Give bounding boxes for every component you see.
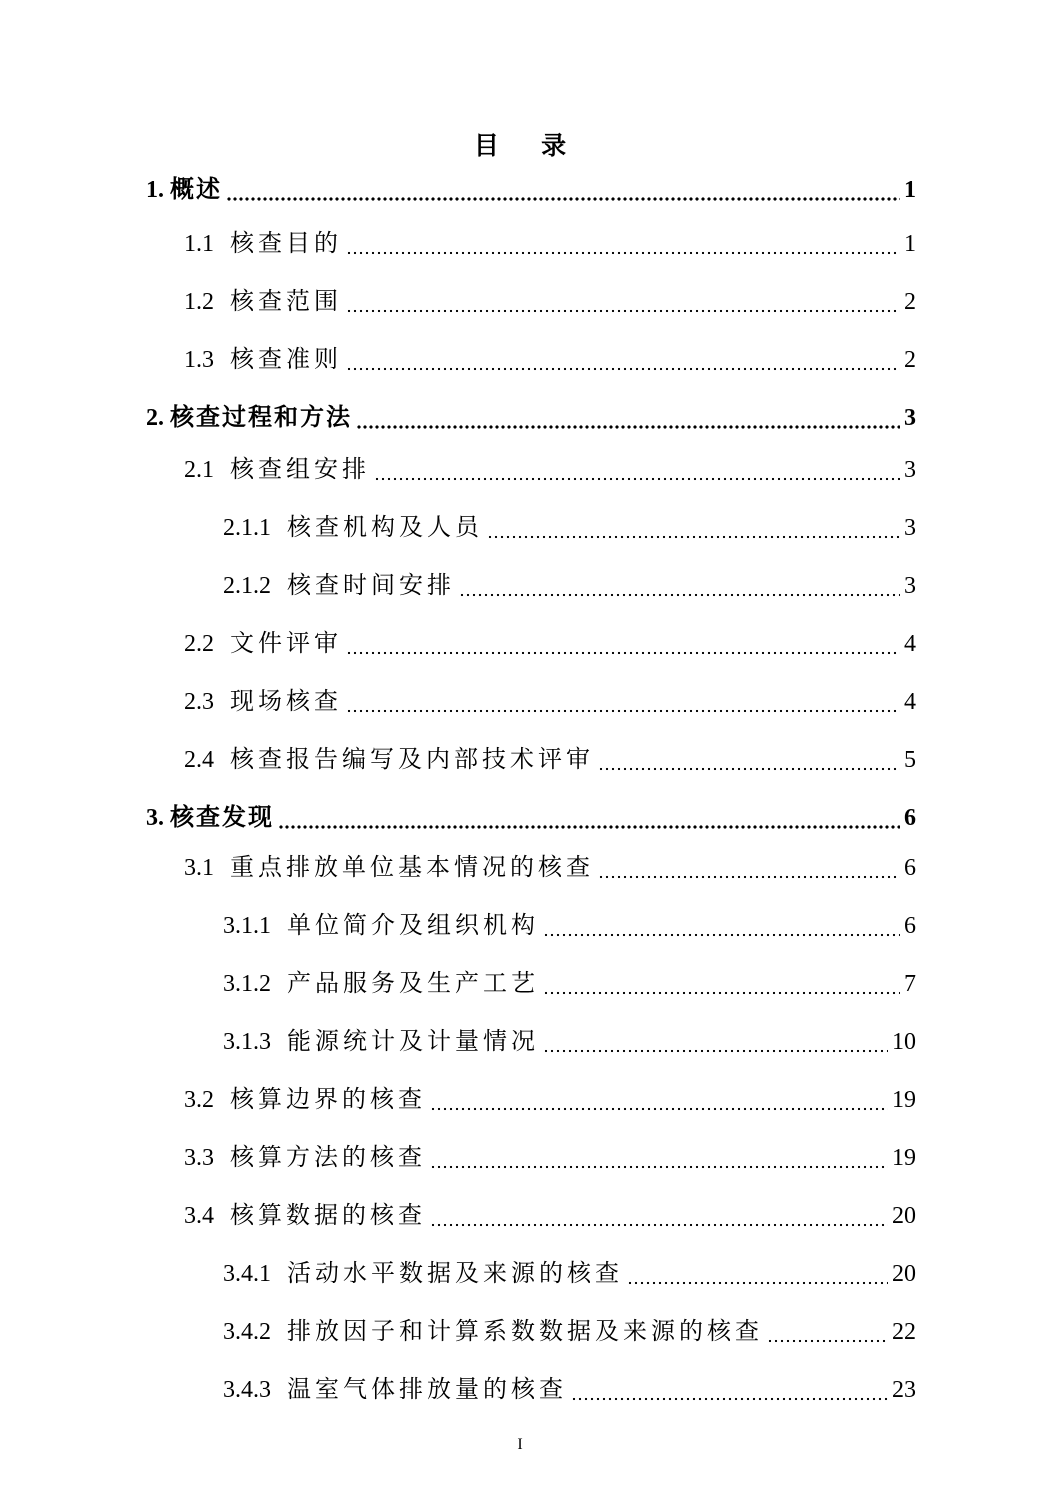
toc-entry-label: 核查机构及人员 — [287, 515, 483, 541]
toc-entry[interactable] — [184, 736, 916, 776]
dot-leader — [598, 852, 900, 884]
toc-entry[interactable] — [184, 220, 916, 260]
dot-leader — [543, 1026, 888, 1058]
toc-entry-label: 重点排放单位基本情况的核查 — [230, 855, 594, 881]
toc-entry-page: 20 — [892, 1203, 916, 1229]
toc-entry-number: 3.1.2 — [223, 971, 271, 997]
toc-entry-label: 核查范围 — [230, 289, 342, 315]
dot-leader — [598, 744, 900, 776]
dot-leader — [627, 1258, 888, 1290]
toc-entry[interactable] — [223, 902, 916, 942]
dot-leader — [767, 1316, 888, 1348]
toc-entry-label: 能源统计及计量情况 — [287, 1029, 539, 1055]
toc-entry[interactable] — [184, 844, 916, 884]
page-title: 目 录 — [473, 133, 585, 160]
toc-entry-number: 1.2 — [184, 289, 214, 315]
toc-entry-page: 4 — [904, 689, 916, 715]
toc-entry-page: 19 — [892, 1145, 916, 1171]
toc-entry-page: 2 — [904, 289, 916, 315]
dot-leader — [430, 1200, 888, 1232]
toc-entry-page: 23 — [892, 1377, 916, 1403]
toc-entry[interactable] — [223, 504, 916, 544]
toc-entry-number: 3.4.3 — [223, 1377, 271, 1403]
toc-entry[interactable] — [184, 1076, 916, 1116]
toc-entry-page: 20 — [892, 1261, 916, 1287]
toc-entry-label: 温室气体排放量的核查 — [287, 1377, 567, 1403]
toc-entry-number: 2.1 — [184, 457, 214, 483]
toc-entry-label: 核查报告编写及内部技术评审 — [230, 747, 594, 773]
dot-leader — [346, 628, 900, 660]
toc-entry-number: 2.2 — [184, 631, 214, 657]
toc-entry-page: 3 — [904, 457, 916, 483]
dot-leader — [356, 402, 900, 434]
toc-entry-label: 排放因子和计算系数数据及来源的核查 — [287, 1319, 763, 1345]
toc-entry-page: 6 — [904, 805, 916, 831]
toc-entry-page: 1 — [904, 231, 916, 257]
toc-entry-number: 1.3 — [184, 347, 214, 373]
toc-entry-number: 2.1.2 — [223, 573, 271, 599]
toc-entry[interactable] — [223, 1366, 916, 1406]
toc-entry[interactable] — [184, 336, 916, 376]
toc-entry-page: 6 — [904, 913, 916, 939]
toc-entry-page: 22 — [892, 1319, 916, 1345]
toc-entry-label: 核算数据的核查 — [230, 1203, 426, 1229]
toc-entry[interactable] — [184, 1192, 916, 1232]
toc-entry[interactable] — [184, 620, 916, 660]
toc-entry-label: 活动水平数据及来源的核查 — [287, 1261, 623, 1287]
toc-entry-page: 10 — [892, 1029, 916, 1055]
dot-leader — [346, 686, 900, 718]
toc-entry-number: 3.1.3 — [223, 1029, 271, 1055]
dot-leader — [278, 802, 900, 834]
toc-entry[interactable] — [146, 794, 916, 834]
toc-entry-number: 1. — [146, 177, 164, 203]
toc-entry-label: 核算边界的核查 — [230, 1087, 426, 1113]
toc-entry-number: 3.4.2 — [223, 1319, 271, 1345]
toc-entry-page: 3 — [904, 573, 916, 599]
toc-entry-number: 2.1.1 — [223, 515, 271, 541]
toc-entry-number: 3.4 — [184, 1203, 214, 1229]
dot-leader — [543, 968, 900, 1000]
dot-leader — [459, 570, 900, 602]
dot-leader — [346, 286, 900, 318]
toc-entry-label: 核查组安排 — [230, 457, 370, 483]
toc-entry-page: 5 — [904, 747, 916, 773]
toc-entry[interactable] — [223, 1018, 916, 1058]
toc-entry[interactable] — [223, 960, 916, 1000]
toc-entry[interactable] — [223, 562, 916, 602]
toc-entry-page: 4 — [904, 631, 916, 657]
toc-entry[interactable] — [184, 678, 916, 718]
dot-leader — [571, 1374, 888, 1406]
dot-leader — [346, 344, 900, 376]
toc-entry-label: 核查过程和方法 — [170, 405, 352, 431]
toc-entry-page: 3 — [904, 405, 916, 431]
dot-leader — [346, 228, 900, 260]
toc-entry[interactable] — [184, 278, 916, 318]
toc-entry-label: 产品服务及生产工艺 — [287, 971, 539, 997]
toc-entry-number: 2.4 — [184, 747, 214, 773]
toc-entry-page: 2 — [904, 347, 916, 373]
toc-entry-number: 3.2 — [184, 1087, 214, 1113]
dot-leader — [226, 174, 900, 206]
toc-entry-label: 核查发现 — [170, 805, 274, 831]
toc-entry[interactable] — [146, 166, 916, 206]
toc-entry-label: 文件评审 — [230, 631, 342, 657]
toc-entry-number: 2. — [146, 405, 164, 431]
dot-leader — [543, 910, 900, 942]
dot-leader — [430, 1084, 888, 1116]
toc-entry[interactable] — [184, 1134, 916, 1174]
page-number: I — [517, 1436, 523, 1453]
toc-entry[interactable] — [223, 1250, 916, 1290]
toc-entry-label: 概述 — [170, 177, 222, 203]
toc-entry-number: 3.1 — [184, 855, 214, 881]
toc-entry-label: 核算方法的核查 — [230, 1145, 426, 1171]
toc-entry-label: 核查准则 — [230, 347, 342, 373]
toc-entry-label: 核查时间安排 — [287, 573, 455, 599]
toc-entry[interactable] — [184, 446, 916, 486]
toc-entry[interactable] — [146, 394, 916, 434]
toc-entry-page: 1 — [904, 177, 916, 203]
toc-entry-number: 2.3 — [184, 689, 214, 715]
toc-entry-number: 3.3 — [184, 1145, 214, 1171]
toc-entry-label: 现场核查 — [230, 689, 342, 715]
toc-entry-page: 3 — [904, 515, 916, 541]
toc-entry-page: 6 — [904, 855, 916, 881]
dot-leader — [487, 512, 900, 544]
toc-entry-label: 单位简介及组织机构 — [287, 913, 539, 939]
toc-entry-number: 3.4.1 — [223, 1261, 271, 1287]
toc-entry[interactable] — [223, 1308, 916, 1348]
toc-entry-page: 19 — [892, 1087, 916, 1113]
dot-leader — [430, 1142, 888, 1174]
toc-entry-number: 3.1.1 — [223, 913, 271, 939]
toc-entry-page: 7 — [904, 971, 916, 997]
toc-entry-label: 核查目的 — [230, 231, 342, 257]
dot-leader — [374, 454, 900, 486]
toc-entry-number: 3. — [146, 805, 164, 831]
toc-entry-number: 1.1 — [184, 231, 214, 257]
